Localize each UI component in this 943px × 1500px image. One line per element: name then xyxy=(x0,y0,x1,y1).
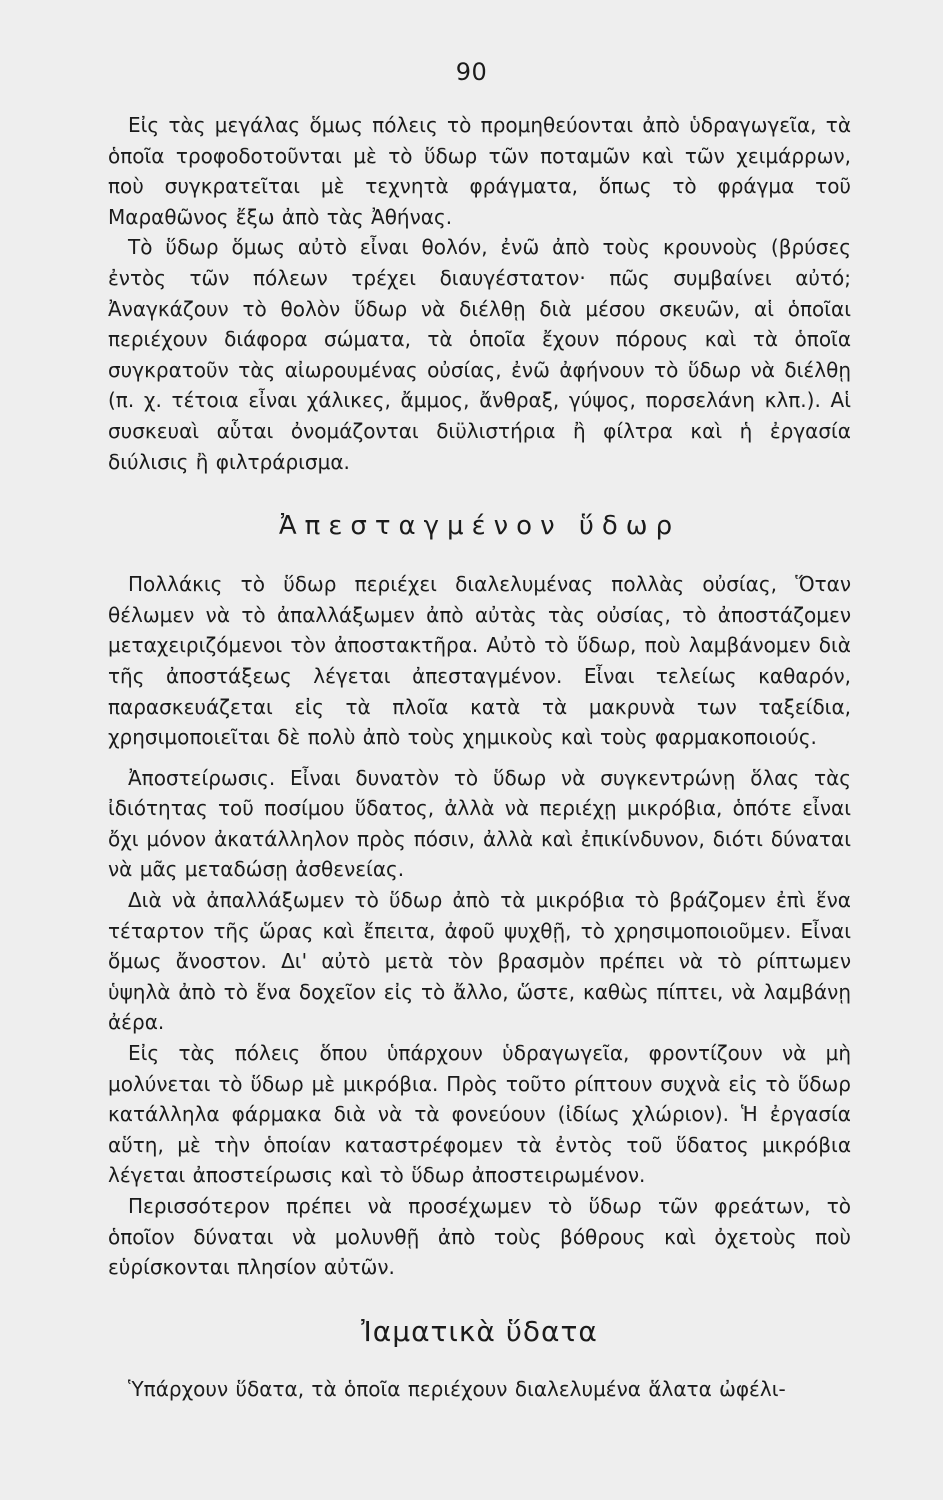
paragraph-city-water: Εἰς τὰς πόλεις ὅπου ὑπάρχουν ὑδραγωγεῖα, φροντίζουν νὰ μὴ μολύνεται τὸ ὕδωρ μὲ μικρόβια. Πρὸς τοῦτο ρίπτουν συχνὰ εἰς τὸ ὕδωρ κατάλληλα φάρμακα διὰ νὰ τὰ φονεύουν (ἰδίως χλώριον). Ἡ ἐργασία αὕτη, μὲ τὴν ὁποίαν καταστρέφομεν τὰ ἐντὸς τοῦ ὕδατος μικρόβια λέγεται ἀποστείρωσις καὶ τὸ ὕδωρ ἀποστειρωμένον. xyxy=(108,1041,851,1188)
page-content xyxy=(108,110,851,1404)
paragraph-boiling: Διὰ νὰ ἀπαλλάξωμεν τὸ ὕδωρ ἀπὸ τὰ μικρόβια τὸ βράζομεν ἐπὶ ἕνα τέταρτον τῆς ὥρας καὶ ἔπειτα, ἀφοῦ ψυχθῇ, τὸ χρησιμοποιοῦμεν. Εἶναι ὅμως ἄνοστον. Δι' αὐτὸ μετὰ τὸν βρασμὸν πρέπει νὰ τὸ ρίπτωμεν ὑψηλὰ ἀπὸ τὸ ἕνα δοχεῖον εἰς τὸ ἄλλο, ὥστε, καθὼς πίπτει, νὰ λαμβάνῃ ἀέρα. xyxy=(108,888,851,1035)
paragraph-filtration: Τὸ ὕδωρ ὅμως αὐτὸ εἶναι θολόν, ἐνῶ ἀπὸ τοὺς κρουνοὺς (βρύσες ἐντὸς τῶν πόλεων τρέχει διαυγέστατον· πῶς συμβαίνει αὐτό; Ἀναγκάζουν τὸ θολὸν ὕδωρ νὰ διέλθῃ διὰ μέσου σκευῶν, αἱ ὁποῖαι περιέχουν διάφορα σώματα, τὰ ὁποῖα ἔχουν πόρους καὶ τὰ ὁποῖα συγκρατοῦν τὰς αἰωρουμένας οὐσίας, ἐνῶ ἀφήνουν τὸ ὕδωρ νὰ διέλθῃ (π. χ. τέτοια εἶναι χάλικες, ἄμμος, ἄνθραξ, γύψος, πορσελάνη κλπ.). Αἱ συσκευαὶ αὗται ὀνομάζονται διϋλιστήρια ἢ φίλτρα καὶ ἡ ἐργασία διύλισις ἢ φιλτράρισμα. xyxy=(108,235,851,474)
spacer xyxy=(108,477,851,485)
spacer xyxy=(108,753,851,763)
paragraph-water-supply: Εἰς τὰς μεγάλας ὅμως πόλεις τὸ προμηθεύονται ἀπὸ ὑδραγωγεῖα, τὰ ὁποῖα τροφοδοτοῦνται μὲ τὸ ὕδωρ τῶν ποταμῶν καὶ τῶν χειμάρρων, ποὺ συγκρατεῖται μὲ τεχνητὰ φράγματα, ὅπως τὸ φράγμα τοῦ Μαραθῶνος ἔξω ἀπὸ τὰς Ἀθήνας. xyxy=(108,113,851,229)
paragraph-distilled-water: Πολλάκις τὸ ὕδωρ περιέχει διαλελυμένας πολλὰς οὐσίας, Ὅταν θέλωμεν νὰ τὸ ἀπαλλάξωμεν ἀπὸ αὐτὰς τὰς οὐσίας, τὸ ἀποστάζομεν μεταχειριζόμενοι τὸν ἀποστακτῆρα. Αὐτὸ τὸ ὕδωρ, ποὺ λαμβάνομεν διὰ τῆς ἀποστάξεως λέγεται ἀπεσταγμένον. Εἶναι τελείως καθαρόν, παρασκευάζεται εἰς τὰ πλοῖα κατὰ τὰ μακρυνὰ των ταξείδια, χρησιμοποιεῖται δὲ πολὺ ἀπὸ τοὺς χημικοὺς καὶ τοὺς φαρμακοποιούς. xyxy=(108,572,851,750)
paragraph-sterilization: Ἀποστείρωσις. Εἶναι δυνατὸν τὸ ὕδωρ νὰ συγκεντρώνῃ ὅλας τὰς ἰδιότητας τοῦ ποσίμου ὕδατος, ἀλλὰ νὰ περιέχῃ μικρόβια, ὁπότε εἶναι ὄχι μόνον ἀκατάλληλον πρὸς πόσιν, ἀλλὰ καὶ ἐπικίνδυνον, διότι δύναται νὰ μᾶς μεταδώσῃ ἀσθενείας. xyxy=(108,765,851,882)
section-title-distilled-water: Ἀπεσταγμένον ὕδωρ xyxy=(278,511,681,542)
section-title-healing-waters: Ἰαματικὰ ὕδατα xyxy=(361,1314,598,1348)
page-number: 90 xyxy=(455,58,488,86)
paragraph-healing-waters: Ὑπάρχουν ὕδατα, τὰ ὁποῖα περιέχουν διαλελυμένα ἅλατα ὠφέλι- xyxy=(128,1376,786,1401)
paragraph-wells: Περισσότερον πρέπει νὰ προσέχωμεν τὸ ὕδωρ τῶν φρεάτων, τὸ ὁποῖον δύναται νὰ μολυνθῇ ἀπὸ τοὺς βόθρους καὶ ὀχετοὺς ποὺ εὑρίσκονται πλησίον αὐτῶν. xyxy=(108,1194,851,1280)
